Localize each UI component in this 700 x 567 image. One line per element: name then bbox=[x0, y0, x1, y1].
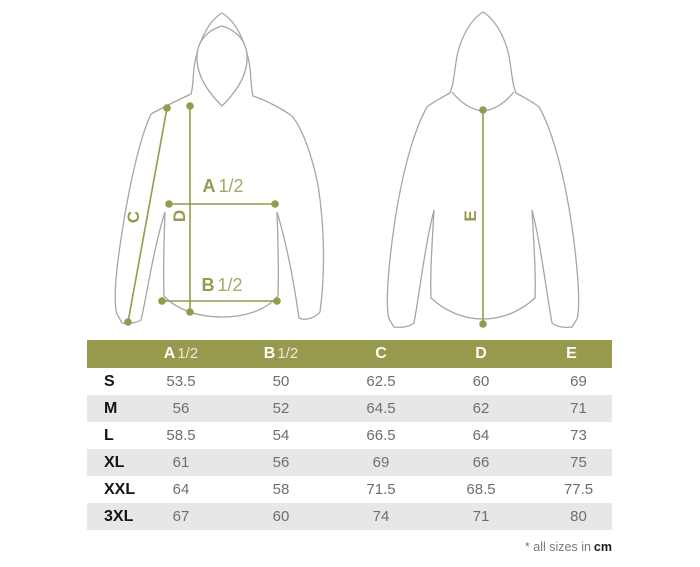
table-row-xxl bbox=[87, 476, 612, 503]
table-row-xl bbox=[87, 449, 612, 476]
size-table-body bbox=[87, 368, 612, 530]
measurement-value: 71.5 bbox=[366, 481, 396, 498]
measurement-value: 71 bbox=[570, 400, 587, 417]
measurement-value: 64.5 bbox=[366, 400, 396, 417]
measurement-value: 54 bbox=[272, 427, 290, 444]
measurement-value: 56 bbox=[172, 400, 190, 417]
size-label: S bbox=[104, 372, 115, 390]
size-label: XL bbox=[104, 453, 125, 471]
measurement-value: 66 bbox=[472, 454, 490, 471]
measurement-value: 69 bbox=[570, 373, 587, 390]
measurement-value: 66.5 bbox=[366, 427, 396, 444]
size-label: 3XL bbox=[104, 507, 134, 525]
measurement-value: 58.5 bbox=[166, 427, 196, 444]
size-column-header bbox=[87, 340, 131, 368]
measurement-value: 53.5 bbox=[166, 373, 196, 390]
table-row-s bbox=[87, 368, 612, 395]
column-header-letter: C bbox=[375, 345, 387, 362]
measurement-value: 69 bbox=[372, 454, 390, 471]
measure-label-c: C bbox=[124, 210, 143, 224]
measurement-value: 68.5 bbox=[466, 481, 496, 498]
measure-label-b bbox=[182, 276, 262, 294]
measurement-value: 62.5 bbox=[366, 373, 396, 390]
size-label: M bbox=[104, 399, 118, 417]
measurement-value: 60 bbox=[272, 508, 290, 525]
column-header-letter: A bbox=[163, 345, 176, 362]
size-table bbox=[87, 340, 612, 530]
column-header-d bbox=[431, 340, 531, 368]
measurement-value: 71 bbox=[472, 508, 490, 525]
measurement-value: 58 bbox=[272, 481, 290, 498]
measure-label-d: D bbox=[170, 209, 189, 223]
measurement-value: 80 bbox=[570, 508, 587, 525]
measurement-value: 56 bbox=[272, 454, 290, 471]
measure-label-b-letter: B bbox=[201, 275, 215, 295]
column-header-fraction: 1/2 bbox=[177, 345, 199, 362]
measurement-value: 64 bbox=[172, 481, 190, 498]
column-header-a bbox=[131, 340, 231, 368]
column-header-fraction: 1/2 bbox=[277, 345, 299, 362]
measurement-value: 62 bbox=[472, 400, 490, 417]
units-footnote bbox=[525, 540, 612, 554]
column-header-e bbox=[531, 340, 612, 368]
table-row-m bbox=[87, 395, 612, 422]
measurement-value: 50 bbox=[272, 373, 290, 390]
units-footnote-unit: cm bbox=[593, 540, 612, 554]
measurement-value: 52 bbox=[272, 400, 290, 417]
size-table-wrap bbox=[87, 340, 612, 530]
measurement-value: 61 bbox=[172, 454, 190, 471]
measurement-value: 75 bbox=[570, 454, 587, 471]
size-label: L bbox=[104, 426, 114, 444]
measure-label-a-fraction: 1/2 bbox=[218, 176, 244, 196]
table-row-3xl bbox=[87, 503, 612, 530]
measure-label-b-fraction: 1/2 bbox=[217, 275, 243, 295]
column-header-c bbox=[331, 340, 431, 368]
measurement-value: 67 bbox=[172, 508, 190, 525]
measurement-value: 60 bbox=[472, 373, 490, 390]
measure-label-a-letter: A bbox=[202, 176, 216, 196]
header-row bbox=[87, 340, 612, 368]
measure-label-a bbox=[183, 177, 263, 195]
measure-label-e: E bbox=[461, 210, 480, 222]
measurement-value: 77.5 bbox=[563, 481, 594, 498]
units-footnote-text: * all sizes in bbox=[524, 540, 591, 554]
size-table-header bbox=[87, 340, 612, 368]
column-header-b bbox=[231, 340, 331, 368]
measurement-value: 64 bbox=[472, 427, 490, 444]
size-label: XXL bbox=[104, 480, 136, 498]
table-row-l bbox=[87, 422, 612, 449]
column-header-letter: B bbox=[263, 345, 276, 362]
column-header-letter: E bbox=[566, 345, 577, 362]
measurement-value: 73 bbox=[570, 427, 587, 444]
column-header-letter: D bbox=[475, 345, 487, 362]
measurement-value: 74 bbox=[372, 508, 390, 525]
